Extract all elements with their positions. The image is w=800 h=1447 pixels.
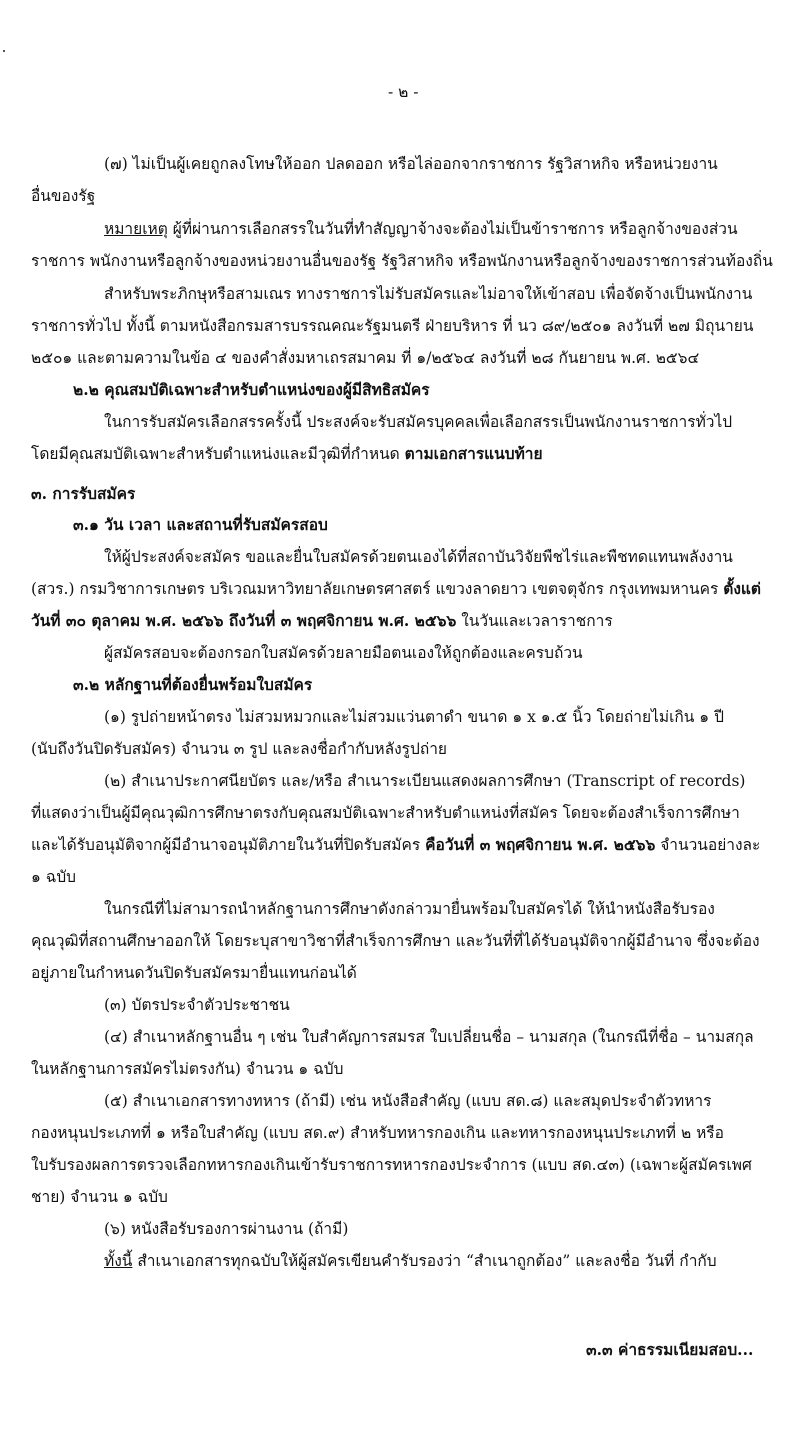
final-note-text: สำเนาเอกสารทุกฉบับให้ผู้สมัครเขียนคำรับรองว่า “สำเนาถูกต้อง” และลงชื่อ วันที่ กำกับ (132, 1252, 717, 1270)
monk-line-1: สำหรับพระภิกษุหรือสามเณร ทางราชการไม่รับสมัครและไม่อาจให้เข้าสอบ เพื่อจัดจ้างเป็นพนักงาน (104, 285, 753, 303)
final-note (104, 1249, 717, 1273)
doc-2-line-4: ๑ ฉบับ (31, 868, 77, 886)
scan-speck (3, 50, 5, 52)
doc-5-line-2: กองหนุนประเภทที่ ๑ หรือใบสำคัญ (แบบ สด.๙) สำหรับทหารกองเกิน และทหารกองหนุนประเภทที่ ๒ หรือ (31, 1124, 724, 1142)
doc-4-line-2: ในหลักฐานการสมัครไม่ตรงกัน) จำนวน ๑ ฉบับ (31, 1060, 344, 1078)
period-start-word: ตั้งแต่ (723, 579, 761, 598)
section-3-1-line-3 (31, 609, 613, 633)
section-3-heading: ๓. การรับสมัคร (31, 484, 136, 503)
section-2-2-text: โดยมีคุณสมบัติเฉพาะสำหรับตำแหน่งและมีวุฒิที่กำหนด (31, 445, 405, 463)
doc-1-line-2: (นับถึงวันปิดรับสมัคร) จำนวน ๓ รูป และลงชื่อกำกับหลังรูปถ่าย (31, 740, 448, 758)
final-note-label: ทั้งนี้ (104, 1252, 133, 1270)
item-7-line-1: (๗) ไม่เป็นผู้เคยถูกลงโทษให้ออก ปลดออก หรือไล่ออกจากราชการ รัฐวิสาหกิจ หรือหน่วยงาน (104, 155, 718, 173)
section-3-1-heading: ๓.๑ วัน เวลา และสถานที่รับสมัครสอบ (73, 515, 328, 534)
note-text: ผู้ที่ผ่านการเลือกสรรในวันที่ทำสัญญาจ้างจะต้องไม่เป็นข้าราชการ หรือลูกจ้างของส่วน (167, 220, 738, 238)
application-period: วันที่ ๓๐ ตุลาคม พ.ศ. ๒๕๖๖ ถึงวันที่ ๓ พฤศจิกายน พ.ศ. ๒๕๖๖ (31, 611, 457, 630)
doc-2-line-2: ที่แสดงว่าเป็นผู้มีคุณวุฒิการศึกษาตรงกับคุณสมบัติเฉพาะสำหรับตำแหน่งที่สมัคร โดยจะต้องสำเร็จการศึกษา (31, 804, 740, 822)
doc-5-line-1: (๕) สำเนาเอกสารทางทหาร (ถ้ามี) เช่น หนังสือสำคัญ (แบบ สด.๘) และสมุดประจำตัวทหาร (104, 1092, 712, 1110)
note-line-2: ราชการ พนักงานหรือลูกจ้างของหน่วยงานอื่นของรัฐ รัฐวิสาหกิจ หรือพนักงานหรือลูกจ้างของราชการส่วนท้องถิ่น (31, 252, 773, 270)
continuation-marker: ๓.๓ ค่าธรรมเนียมสอบ... (586, 1340, 754, 1359)
monk-line-2: ราชการทั่วไป ทั้งนี้ ตามหนังสือกรมสารบรรณคณะรัฐมนตรี ฝ่ายบริหาร ที่ นว ๘๙/๒๕๐๑ ลงวันที่ ๒๗ มิถุนายน (31, 317, 754, 335)
office-hours: ในวันและเวลาราชการ (456, 612, 613, 630)
note-line-1 (104, 217, 738, 241)
attachment-ref: ตามเอกสารแนบท้าย (404, 444, 543, 463)
monk-line-3: ๒๕๐๑ และตามความในข้อ ๔ ของคำสั่งมหาเถรสมาคม ที่ ๑/๒๕๖๔ ลงวันที่ ๒๘ กันยายน พ.ศ. ๒๕๖๔ (31, 349, 700, 367)
doc-6: (๖) หนังสือรับรองการผ่านงาน (ถ้ามี) (104, 1220, 349, 1238)
doc-5-line-4: ชาย) จำนวน ๑ ฉบับ (31, 1188, 168, 1206)
section-2-2-line-1: ในการรับสมัครเลือกสรรครั้งนี้ ประสงค์จะรับสมัครบุคคลเพื่อเลือกสรรเป็นพนักงานราชการทั่วไป (104, 413, 733, 431)
doc-1-line-1: (๑) รูปถ่ายหน้าตรง ไม่สวมหมวกและไม่สวมแว่นตาดำ ขนาด ๑ x ๑.๕ นิ้ว โดยถ่ายไม่เกิน ๑ ปี (104, 708, 724, 726)
doc-5-line-3: ใบรับรองผลการตรวจเลือกทหารกองเกินเข้ารับราชการทหารกองประจำการ (แบบ สด.๔๓) (เฉพาะผู้สมัครเพศ (31, 1156, 752, 1174)
section-3-1-line-4: ผู้สมัครสอบจะต้องกรอกใบสมัครด้วยลายมือตนเองให้ถูกต้องและครบถ้วน (104, 644, 583, 662)
doc-2-line-1: (๒) สำเนาประกาศนียบัตร และ/หรือ สำเนาระเบียนแสดงผลการศึกษา (Transcript of records) (104, 772, 746, 790)
doc-3: (๓) บัตรประจำตัวประชาชน (104, 996, 290, 1014)
page-number: - ๒ - (388, 83, 419, 101)
approval-text: และได้รับอนุมัติจากผู้มีอำนาจอนุมัติภายในวันที่ปิดรับสมัคร (31, 836, 426, 854)
alt-line-1: ในกรณีที่ไม่สามารถนำหลักฐานการศึกษาดังกล่าวมายื่นพร้อมใบสมัครได้ ให้นำหนังสือรับรอง (104, 900, 715, 918)
item-7-line-2: อื่นของรัฐ (31, 187, 96, 205)
section-2-2-line-2 (31, 442, 543, 466)
alt-line-3: อยู่ภายในกำหนดวันปิดรับสมัครมายื่นแทนก่อนได้ (31, 964, 357, 982)
doc-4-line-1: (๔) สำเนาหลักฐานอื่น ๆ เช่น ใบสำคัญการสมรส ใบเปลี่ยนชื่อ – นามสกุล (ในกรณีที่ชื่อ – นามสกุล (104, 1028, 754, 1046)
section-3-1-line-1: ให้ผู้ประสงค์จะสมัคร ขอและยื่นใบสมัครด้วยตนเองได้ที่สถาบันวิจัยพืชไร่และพืชทดแทนพลังงาน (104, 548, 733, 566)
location-text: (สวร.) กรมวิชาการเกษตร บริเวณมหาวิทยาลัยเกษตรศาสตร์ แขวงลาดยาว เขตจตุจักร กรุงเทพมหานคร (31, 580, 724, 598)
copies-text: จำนวนอย่างละ (655, 836, 761, 854)
doc-2-line-3 (31, 833, 760, 857)
section-3-2-heading: ๓.๒ หลักฐานที่ต้องยื่นพร้อมใบสมัคร (73, 675, 313, 694)
section-2-2-heading: ๒.๒ คุณสมบัติเฉพาะสำหรับตำแหน่งของผู้มีสิทธิสมัคร (73, 380, 430, 399)
closing-date: คือวันที่ ๓ พฤศจิกายน พ.ศ. ๒๕๖๖ (425, 835, 656, 854)
section-3-1-line-2 (31, 577, 761, 601)
note-label: หมายเหตุ (104, 220, 168, 238)
alt-line-2: คุณวุฒิที่สถานศึกษาออกให้ โดยระบุสาขาวิชาที่สำเร็จการศึกษา และวันที่ที่ได้รับอนุมัติจากผู้มีอำนาจ ซึ่งจะต้อง (31, 932, 760, 950)
